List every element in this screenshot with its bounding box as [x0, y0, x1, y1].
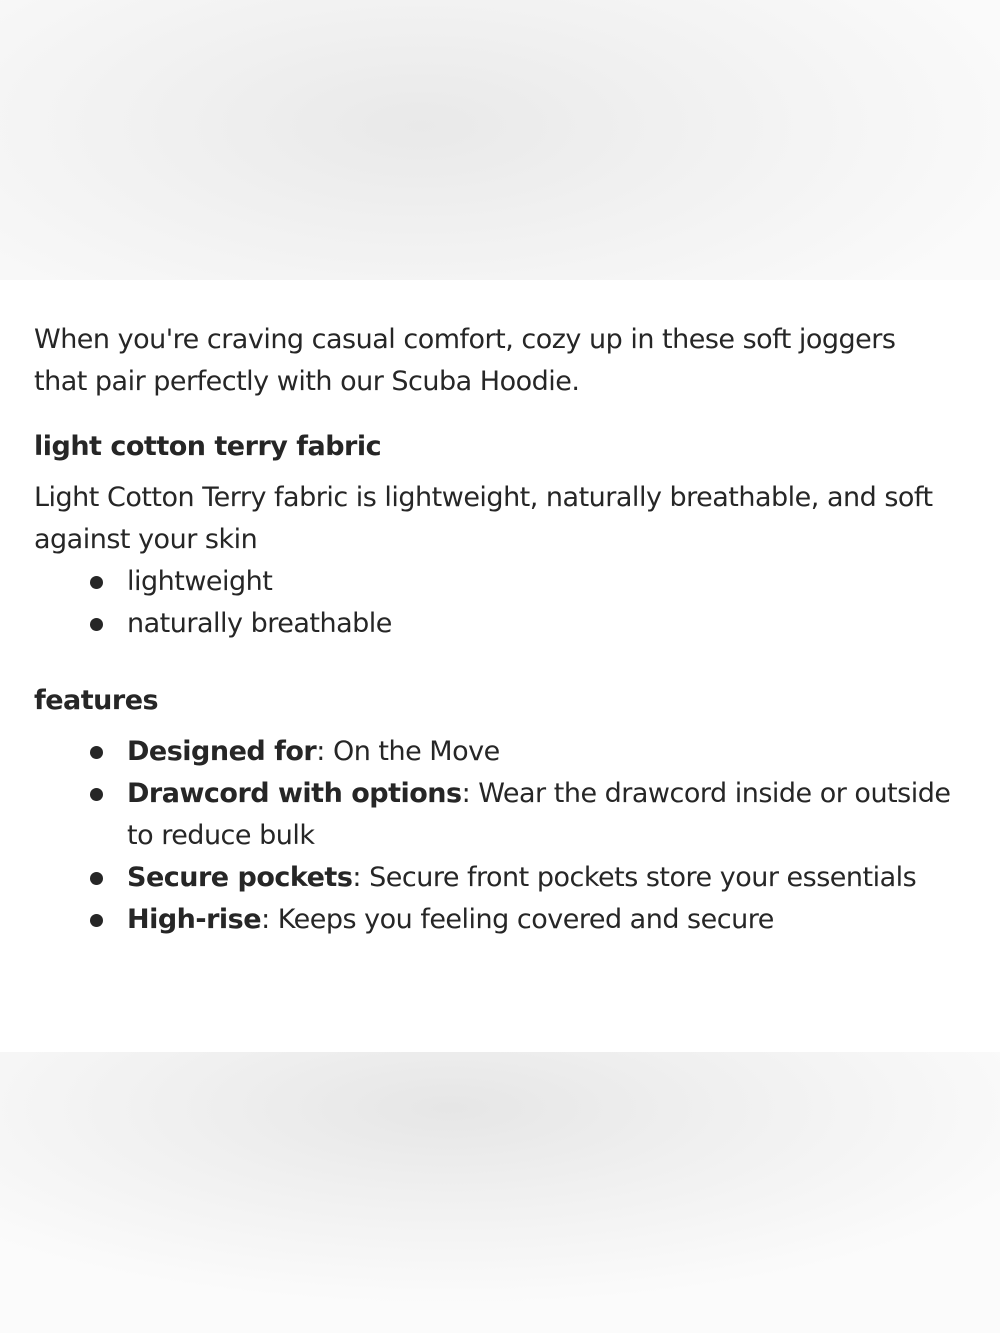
feature-item — [34, 773, 966, 857]
feature-separator: : — [352, 862, 362, 893]
feature-separator: : — [461, 778, 471, 809]
feature-item — [34, 731, 966, 773]
feature-item — [34, 857, 966, 899]
feature-label: Secure pockets — [127, 862, 353, 893]
feature-label: Drawcord with options — [127, 778, 462, 809]
list-item — [34, 603, 966, 645]
feature-item — [34, 899, 966, 941]
top-blurred-background — [0, 0, 1000, 280]
feature-text: Secure front pockets store your essentials — [361, 862, 917, 893]
fabric-heading: light cotton terry fabric — [34, 431, 382, 462]
list-item-text: naturally breathable — [127, 608, 392, 639]
feature-label: High-rise — [127, 904, 262, 935]
intro-paragraph: When you're craving casual comfort, cozy up in these soft joggers that pair perfectly with our Scuba Hoodie. — [34, 324, 896, 397]
bullet-icon — [90, 618, 103, 631]
bullet-icon — [90, 576, 103, 589]
features-list — [34, 731, 966, 941]
feature-separator: : — [261, 904, 270, 935]
fabric-bullet-list — [34, 561, 966, 645]
bullet-icon — [90, 872, 103, 885]
feature-label: Designed for — [127, 736, 317, 767]
feature-text: Keeps you feeling covered and secure — [269, 904, 774, 935]
bullet-icon — [90, 914, 103, 927]
bullet-icon — [90, 746, 103, 759]
feature-separator: : — [316, 736, 325, 767]
fabric-paragraph: Light Cotton Terry fabric is lightweight, naturally breathable, and soft against your skin — [34, 482, 933, 555]
bullet-icon — [90, 788, 103, 801]
feature-text: Wear the drawcord inside or outside to reduce bulk — [127, 778, 951, 851]
bottom-blurred-background — [0, 1052, 1000, 1333]
features-heading: features — [34, 685, 159, 716]
list-item-text: lightweight — [127, 566, 273, 597]
feature-text: On the Move — [324, 736, 500, 767]
list-item — [34, 561, 966, 603]
product-description-card — [0, 280, 1000, 1052]
